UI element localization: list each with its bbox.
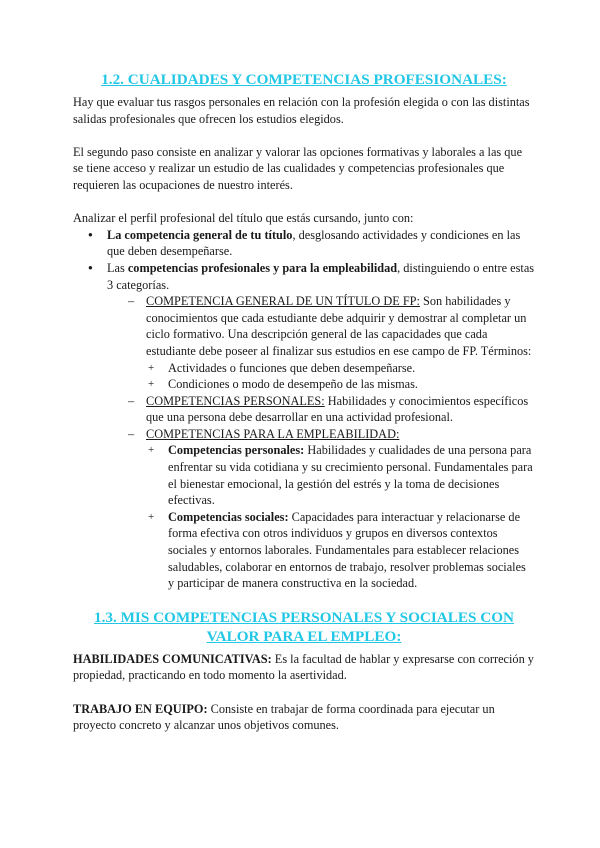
section-heading-cualidades: 1.2. CUALIDADES Y COMPETENCIAS PROFESIONALES: <box>101 71 507 88</box>
document-page <box>73 70 535 734</box>
plus-item: + Actividades o funciones que deben desempeñarse. <box>146 360 535 377</box>
bullet-text: , distinguiendo o entre estas 3 categorías. <box>107 260 535 292</box>
intro-paragraph: Hay que evaluar tus rasgos personales en relación con la profesión elegida o con las distintas salidas profesionales que ofrecen los estudios elegidos. <box>73 95 530 126</box>
plus-bold: Competencias personales: <box>168 443 305 458</box>
plus-text: Habilidades y cualidades de una persona para enfrentar su vida cotidiana y su crecimiento personal. Fundamentales para el bienestar emocional, la gestión del estrés y la toma de decisiones efectivas. <box>168 443 533 508</box>
dash-title: COMPETENCIAS PERSONALES: <box>146 393 325 408</box>
bullet-competencia-general <box>73 227 535 260</box>
dash-text: Son habilidades y conocimientos que cada estudiante debe adquirir y demostrar al completar un ciclo formativo. Una descripción general de las capacidades que cada estudiante debe poseer al finalizar sus estudios en ese campo de FP. Términos: <box>146 294 532 358</box>
dash-item-empleabilidad <box>73 426 535 592</box>
spacer <box>73 127 535 144</box>
section-heading-mis-competencias: 1.3. MIS COMPETENCIAS PERSONALES Y SOCIALES CON VALOR PARA EL EMPLEO: <box>94 608 514 645</box>
bullet-competencias-profesionales <box>73 260 535 592</box>
item-text: Es la facultad de hablar y expresarse con correción y propiedad, practicando en todo momento la asertividad. <box>73 651 534 683</box>
trabajo-en-equipo-paragraph <box>73 701 535 734</box>
plus-text: Capacidades para interactuar y relacionarse de forma efectiva con otros individuos y grupos en diversos contextos sociales y entornos laborales. Fundamentales para establecer relaciones saludables, colaborar en entornos de trabajo, resolver problemas sociales y participar de manera constructiva en la sociedad. <box>168 509 526 591</box>
item-bold: TRABAJO EN EQUIPO: <box>73 701 208 716</box>
dash-item-competencias-personales <box>73 393 535 426</box>
item-bold: HABILIDADES COMUNICATIVAS: <box>73 651 272 666</box>
dash-title: COMPETENCIAS PARA LA EMPLEABILIDAD: <box>146 426 400 441</box>
spacer <box>73 194 535 211</box>
plus-bold: Competencias sociales: <box>168 509 289 524</box>
bullet-bold: competencias profesionales y para la empleabilidad <box>127 260 398 275</box>
dash-list <box>73 293 535 592</box>
bullet-text: Las <box>107 260 128 275</box>
plus-item-competencias-personales <box>146 442 535 508</box>
dash-item-competencia-general <box>73 293 535 393</box>
dash-title: COMPETENCIA GENERAL DE UN TÍTULO DE FP: <box>146 294 420 309</box>
bullet-text: , desglosando actividades y condiciones en las que deben desempeñarse. <box>107 227 521 259</box>
plus-list <box>146 442 535 591</box>
profile-paragraph: Analizar el perfil profesional del título que estás cursando, junto con: <box>73 211 414 226</box>
item-text: Consiste en trabajar de forma coordinada para ejecutar un proyecto concreto y alcanzar unos objetivos comunes. <box>73 701 495 733</box>
main-bullet-list <box>73 227 535 592</box>
plus-item: + Condiciones o modo de desempeño de las mismas. <box>146 376 535 393</box>
bullet-bold: La competencia general de tu título <box>107 227 293 242</box>
plus-list <box>146 360 535 393</box>
second-step-paragraph: El segundo paso consiste en analizar y valorar las opciones formativas y laborales a las que se tiene acceso y realizar un estudio de las cualidades y competencias profesionales que requieren las ocupaciones de nuestro interés. <box>73 144 523 192</box>
dash-text: Habilidades y conocimientos específicos que una persona debe desarrollar en una actividad profesional. <box>146 393 529 425</box>
habilidades-comunicativas-paragraph <box>73 651 535 684</box>
plus-item-competencias-sociales <box>146 509 535 592</box>
spacer <box>73 684 535 701</box>
